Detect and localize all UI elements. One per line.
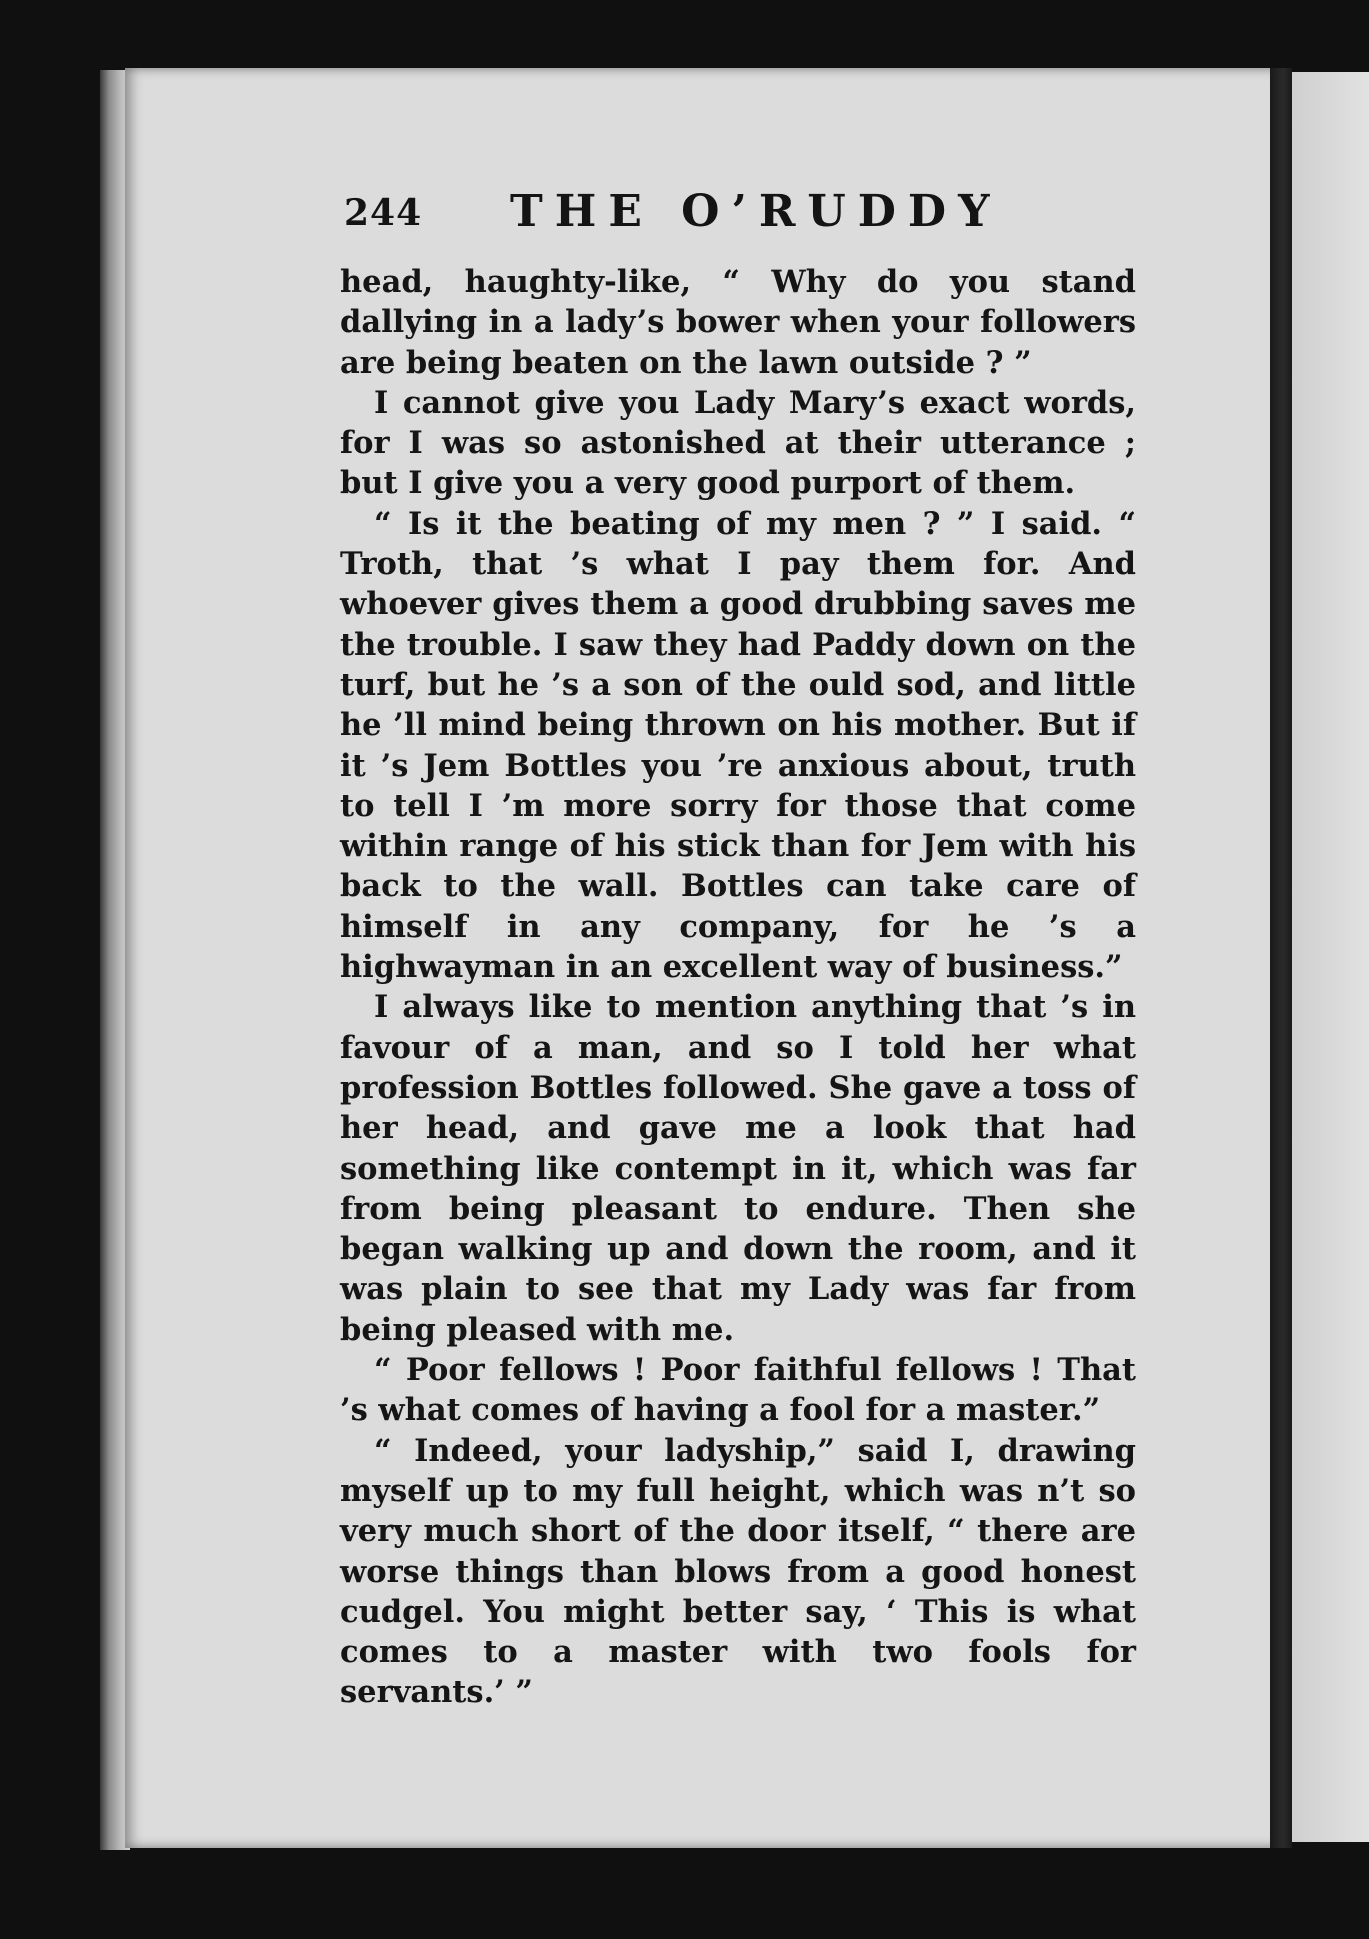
running-title: THE O’RUDDY [510, 186, 1002, 237]
next-page-edge [1292, 72, 1369, 1842]
paragraph: I always like to mention anything that ’s in favour of a man, and so I told her what profession Bottles followed. She gave a toss of her head, and gave me a look that had something like contempt in it, which was far from being pleasant to endure. Then she began walking up and down the room, and it was plain to see that my Lady was far from being pleased with me. [340, 989, 1136, 1348]
page-number: 244 [344, 192, 423, 234]
paragraph: “ Poor fellows ! Poor faithful fellows ! That ’s what comes of having a fool for a master.” [340, 1352, 1136, 1429]
page-header [344, 186, 1144, 246]
paragraph: head, haughty-like, “ Why do you stand dallying in a lady’s bower when your followers are being beaten on the lawn outside ? ” [340, 264, 1136, 381]
paragraph: “ Indeed, your ladyship,” said I, drawing myself up to my full height, which was n’t so very much short of the door itself, “ there are worse things than blows from a good honest cudgel. You might better say, ‘ This is what comes to a master with two fools for servants.’ ” [340, 1432, 1136, 1711]
paragraph: I cannot give you Lady Mary’s exact words, for I was so astonished at their utterance ; but I give you a very good purport of them. [340, 384, 1136, 502]
page-body [340, 262, 1136, 1713]
paragraph: “ Is it the beating of my men ? ” I said. “ Troth, that ’s what I pay them for. And whoever gives them a good drubbing saves me the trouble. I saw they had Paddy down on the turf, but he ’s a son of the ould sod, and little he ’ll mind being thrown on his mother. But if it ’s Jem Bottles you ’re anxious about, truth to tell I ’m more sorry for those that come within range of his stick than for Jem with his back to the wall. Bottles can take care of himself in any company, for he ’s a highwayman in an excellent way of business.” [340, 505, 1136, 986]
page-gutter-shadow [1270, 68, 1292, 1848]
